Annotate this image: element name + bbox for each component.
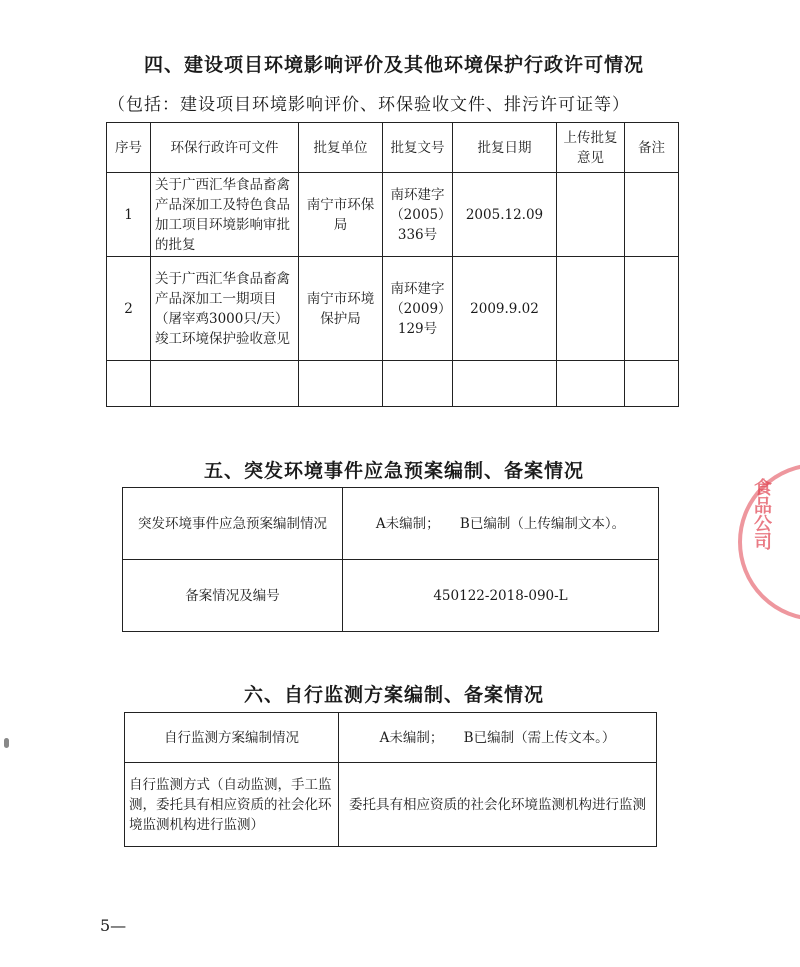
row-label: 突发环境事件应急预案编制情况 — [123, 488, 343, 560]
row-label: 自行监测方式（自动监测，手工监测，委托具有相应资质的社会化环境监测机构进行监测） — [125, 763, 339, 847]
table-row — [125, 713, 657, 763]
header-cell: 批复日期 — [453, 123, 557, 173]
row-index — [107, 361, 151, 407]
permit-table-header — [107, 123, 679, 173]
header-cell: 上传批复意见 — [557, 123, 625, 173]
table-row — [123, 488, 659, 560]
table-row — [123, 560, 659, 632]
approval-unit: 南宁市环境保护局 — [299, 257, 383, 361]
approval-number: 南环建字（2005）336号 — [383, 173, 453, 257]
approval-number: 南环建字（2009）129号 — [383, 257, 453, 361]
header-cell: 备注 — [625, 123, 679, 173]
remarks — [625, 173, 679, 257]
row-label: 备案情况及编号 — [123, 560, 343, 632]
filing-number: 450122-2018-090-L — [343, 560, 659, 632]
section-6-title: 六、自行监测方案编制、备案情况 — [244, 684, 545, 706]
header-cell: 批复文号 — [383, 123, 453, 173]
remarks — [625, 257, 679, 361]
permit-document: 关于广西汇华食品畜禽产品深加工一期项目（屠宰鸡3000只/天）竣工环境保护验收意见 — [151, 257, 299, 361]
upload-opinion — [557, 173, 625, 257]
row-value: 委托具有相应资质的社会化环境监测机构进行监测 — [339, 763, 657, 847]
page-number: 5— — [100, 916, 127, 935]
permit-document — [151, 361, 299, 407]
header-cell: 环保行政许可文件 — [151, 123, 299, 173]
table-row — [107, 361, 679, 407]
approval-number — [383, 361, 453, 407]
table-row — [107, 257, 679, 361]
scan-mark — [4, 738, 9, 748]
row-index: 1 — [107, 173, 151, 257]
row-index: 2 — [107, 257, 151, 361]
section-5-title: 五、突发环境事件应急预案编制、备案情况 — [204, 460, 585, 482]
self-monitoring-table — [124, 712, 657, 847]
section-4-subtitle: （包括：建设项目环境影响评价、环保验收文件、排污许可证等） — [108, 95, 630, 115]
approval-date — [453, 361, 557, 407]
table-row — [125, 763, 657, 847]
stamp-text: 食品公司 — [751, 478, 772, 550]
approval-date: 2009.9.02 — [453, 257, 557, 361]
section-4-title: 四、建设项目环境影响评价及其他环境保护行政许可情况 — [144, 54, 645, 76]
remarks — [625, 361, 679, 407]
row-value: A未编制； B已编制（需上传文本。） — [339, 713, 657, 763]
approval-unit: 南宁市环保局 — [299, 173, 383, 257]
row-label: 自行监测方案编制情况 — [125, 713, 339, 763]
header-cell: 序号 — [107, 123, 151, 173]
approval-unit — [299, 361, 383, 407]
permit-document: 关于广西汇华食品畜禽产品深加工及特色食品加工项目环境影响审批的批复 — [151, 173, 299, 257]
row-value: A未编制； B已编制（上传编制文本）。 — [343, 488, 659, 560]
header-cell: 批复单位 — [299, 123, 383, 173]
permit-table — [106, 122, 679, 407]
upload-opinion — [557, 361, 625, 407]
emergency-plan-table — [122, 487, 659, 632]
upload-opinion — [557, 257, 625, 361]
approval-date: 2005.12.09 — [453, 173, 557, 257]
table-row — [107, 173, 679, 257]
